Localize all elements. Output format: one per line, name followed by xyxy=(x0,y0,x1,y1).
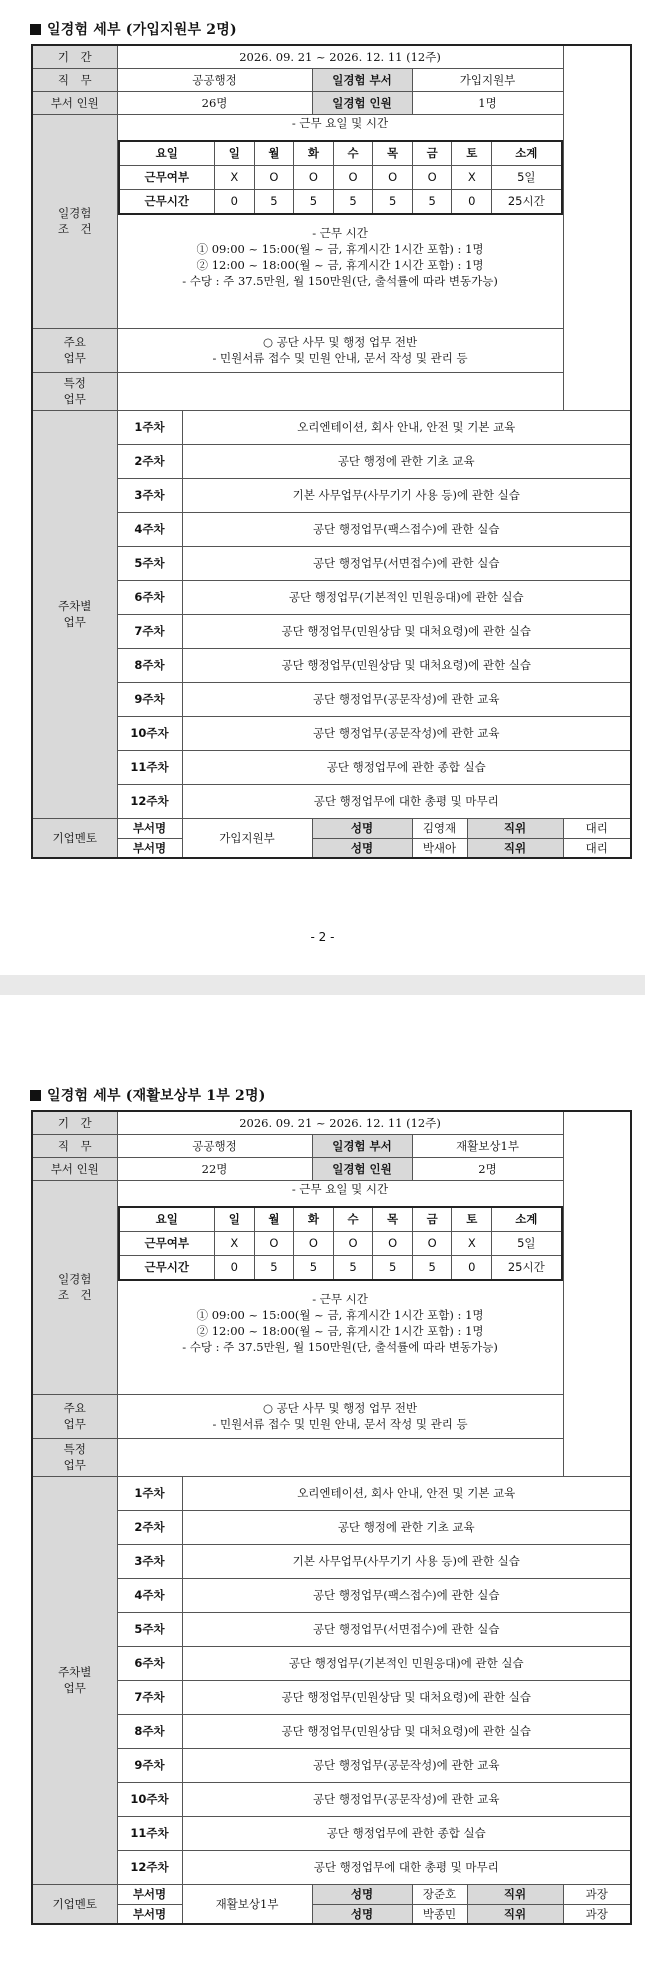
dept-label: 일경험 부서 xyxy=(312,68,412,91)
table-row xyxy=(32,1782,631,1816)
page-number: - 2 - xyxy=(310,930,335,944)
week-label: 9주차 xyxy=(117,1748,182,1782)
week-task: 오리엔테이션, 회사 안내, 안전 및 기본 교육 xyxy=(182,410,631,444)
section-title: 일경험 세부 (가입지원부 2명) xyxy=(30,19,237,39)
schedule-cell: 0 xyxy=(215,189,255,214)
week-task: 공단 행정업무(민원상담 및 대처요령)에 관한 실습 xyxy=(182,648,631,682)
conditions-row xyxy=(32,114,631,328)
schedule-cell: X xyxy=(452,165,492,189)
special-duty-content xyxy=(117,1438,563,1476)
schedule-cell: 5 xyxy=(294,1255,334,1280)
schedule-cell: X xyxy=(215,165,255,189)
special-duty-label: 특정 업무 xyxy=(32,372,117,410)
condition-line: ① 09:00 ~ 15:00(월 ~ 금, 휴게시간 1시간 포함) : 1명 xyxy=(196,241,484,256)
week-task: 오리엔테이션, 회사 안내, 안전 및 기본 교육 xyxy=(182,1476,631,1510)
mentor-row xyxy=(32,818,631,838)
staff-row xyxy=(32,1157,631,1180)
condition-line: ② 12:00 ~ 18:00(월 ~ 금, 휴게시간 1시간 포함) : 1명 xyxy=(196,257,484,272)
weekly-label: 주차별 업무 xyxy=(32,410,117,818)
schedule-cell: O xyxy=(294,1231,334,1255)
table-row xyxy=(32,1578,631,1612)
mentor-dept-label: 부서명 xyxy=(117,838,182,858)
schedule-cell: 5 xyxy=(373,1255,413,1280)
table-row xyxy=(32,512,631,546)
dept-value: 재활보상1부 xyxy=(412,1134,563,1157)
schedule-table xyxy=(118,140,563,215)
job-value: 공공행정 xyxy=(117,1134,312,1157)
schedule-cell: 5 xyxy=(254,189,294,214)
week-label: 7주차 xyxy=(117,614,182,648)
table-row xyxy=(32,1544,631,1578)
schedule-header: 금 xyxy=(412,141,452,166)
period-value: 2026. 09. 21 ~ 2026. 12. 11 (12주) xyxy=(117,1111,563,1134)
table-row xyxy=(32,784,631,818)
conditions-content xyxy=(117,1180,563,1394)
dept-staff-label: 부서 인원 xyxy=(32,1157,117,1180)
dept-staff-label: 부서 인원 xyxy=(32,91,117,114)
table-row xyxy=(32,478,631,512)
conditions-head: - 근무 요일 및 시간 xyxy=(291,1181,389,1196)
schedule-cell: 5 xyxy=(294,189,334,214)
mentor-label: 기업멘토 xyxy=(32,818,117,858)
table-row xyxy=(32,648,631,682)
conditions-content xyxy=(117,114,563,328)
special-duty-row xyxy=(32,372,631,410)
duty-line: ○ 공단 사무 및 행정 업무 전반 xyxy=(262,335,418,349)
table-row xyxy=(32,410,631,444)
mentor-position-label: 직위 xyxy=(467,838,563,858)
week-task: 공단 행정업무(민원상담 및 대처요령)에 관한 실습 xyxy=(182,1680,631,1714)
schedule-cell: 5 xyxy=(412,1255,452,1280)
mentor-name-label: 성명 xyxy=(312,1904,412,1924)
job-label: 직 무 xyxy=(32,68,117,91)
period-value: 2026. 09. 21 ~ 2026. 12. 11 (12주) xyxy=(117,45,563,68)
condition-line: ② 12:00 ~ 18:00(월 ~ 금, 휴게시간 1시간 포함) : 1명 xyxy=(196,1323,484,1338)
black-square-icon xyxy=(30,24,41,35)
week-task: 공단 행정업무(공문작성)에 관한 교육 xyxy=(182,1748,631,1782)
mentor-label: 기업멘토 xyxy=(32,1884,117,1924)
dept-value: 가입지원부 xyxy=(412,68,563,91)
mentor-name: 김영재 xyxy=(412,818,467,838)
mentor-position: 과장 xyxy=(563,1884,631,1904)
schedule-cell: 5 xyxy=(333,189,373,214)
week-task: 공단 행정에 관한 기초 교육 xyxy=(182,1510,631,1544)
table-row xyxy=(32,546,631,580)
intern-count-label: 일경험 인원 xyxy=(312,91,412,114)
week-label: 12주차 xyxy=(117,784,182,818)
schedule-header: 일 xyxy=(215,1207,255,1232)
schedule-cell: 5 xyxy=(333,1255,373,1280)
table-row xyxy=(32,1612,631,1646)
conditions-label: 일경험 조 건 xyxy=(32,114,117,328)
week-label: 6주차 xyxy=(117,1646,182,1680)
week-label: 7주차 xyxy=(117,1680,182,1714)
week-label: 10주자 xyxy=(117,716,182,750)
condition-line: ① 09:00 ~ 15:00(월 ~ 금, 휴게시간 1시간 포함) : 1명 xyxy=(196,1307,484,1322)
mentor-name-label: 성명 xyxy=(312,838,412,858)
schedule-header: 토 xyxy=(452,1207,492,1232)
dept-staff-value: 22명 xyxy=(117,1157,312,1180)
period-row xyxy=(32,45,631,68)
condition-line: - 수당 : 주 37.5만원, 월 150만원(단, 출석률에 따라 변동가능) xyxy=(182,1339,498,1354)
week-label: 5주차 xyxy=(117,1612,182,1646)
week-task: 공단 행정업무(서면접수)에 관한 실습 xyxy=(182,1612,631,1646)
mentor-position-label: 직위 xyxy=(467,1884,563,1904)
conditions-label: 일경험 조 건 xyxy=(32,1180,117,1394)
week-task: 공단 행정업무(서면접수)에 관한 실습 xyxy=(182,546,631,580)
table-row xyxy=(32,1680,631,1714)
schedule-cell: 25시간 xyxy=(492,1255,562,1280)
schedule-header: 소계 xyxy=(492,141,562,166)
week-task: 공단 행정업무(기본적인 민원응대)에 관한 실습 xyxy=(182,580,631,614)
schedule-cell: O xyxy=(333,165,373,189)
schedule-cell: 근무시간 xyxy=(119,1255,215,1280)
table-row xyxy=(32,1850,631,1884)
week-task: 공단 행정업무에 관한 종합 실습 xyxy=(182,750,631,784)
week-label: 11주차 xyxy=(117,750,182,784)
mentor-name: 장준호 xyxy=(412,1884,467,1904)
week-task: 공단 행정업무(공문작성)에 관한 교육 xyxy=(182,682,631,716)
schedule-header: 화 xyxy=(294,1207,334,1232)
table-row xyxy=(32,1714,631,1748)
job-label: 직 무 xyxy=(32,1134,117,1157)
schedule-cell: O xyxy=(412,165,452,189)
week-task: 공단 행정업무에 대한 총평 및 마무리 xyxy=(182,1850,631,1884)
mentor-name-label: 성명 xyxy=(312,1884,412,1904)
table-row xyxy=(32,580,631,614)
week-task: 공단 행정업무(팩스접수)에 관한 실습 xyxy=(182,1578,631,1612)
table-row xyxy=(32,716,631,750)
schedule-header: 일 xyxy=(215,141,255,166)
week-label: 2주차 xyxy=(117,1510,182,1544)
section-title: 일경험 세부 (재활보상부 1부 2명) xyxy=(30,1085,266,1105)
week-task: 공단 행정업무에 대한 총평 및 마무리 xyxy=(182,784,631,818)
special-duty-label: 특정 업무 xyxy=(32,1438,117,1476)
schedule-header: 수 xyxy=(333,141,373,166)
schedule-cell: O xyxy=(254,1231,294,1255)
table-row xyxy=(32,1816,631,1850)
condition-line: - 근무 시간 xyxy=(312,1291,368,1306)
main-duty-row xyxy=(32,1394,631,1438)
schedule-header: 목 xyxy=(373,1207,413,1232)
mentor-name: 박새아 xyxy=(412,838,467,858)
week-task: 기본 사무업무(사무기기 사용 등)에 관한 실습 xyxy=(182,478,631,512)
mentor-dept-label: 부서명 xyxy=(117,1904,182,1924)
main-duty-content xyxy=(117,1394,563,1438)
table-row xyxy=(32,614,631,648)
mentor-position: 대리 xyxy=(563,838,631,858)
week-label: 4주차 xyxy=(117,1578,182,1612)
schedule-header: 화 xyxy=(294,141,334,166)
mentor-row xyxy=(32,1884,631,1904)
week-label: 12주차 xyxy=(117,1850,182,1884)
mentor-position: 대리 xyxy=(563,818,631,838)
schedule-cell: 5 xyxy=(412,189,452,214)
mentor-name-label: 성명 xyxy=(312,818,412,838)
schedule-cell: 25시간 xyxy=(492,189,562,214)
job-value: 공공행정 xyxy=(117,68,312,91)
intern-count-value: 2명 xyxy=(412,1157,563,1180)
schedule-cell: O xyxy=(294,165,334,189)
special-duty-content xyxy=(117,372,563,410)
period-label: 기 간 xyxy=(32,45,117,68)
week-label: 8주차 xyxy=(117,1714,182,1748)
mentor-dept-value: 재활보상1부 xyxy=(182,1884,312,1924)
mentor-position: 과장 xyxy=(563,1904,631,1924)
schedule-cell: 5일 xyxy=(492,165,562,189)
schedule-header: 소계 xyxy=(492,1207,562,1232)
black-square-icon xyxy=(30,1090,41,1101)
week-task: 공단 행정업무(공문작성)에 관한 교육 xyxy=(182,716,631,750)
mentor-dept-label: 부서명 xyxy=(117,1884,182,1904)
period-row xyxy=(32,1111,631,1134)
schedule-cell: O xyxy=(412,1231,452,1255)
schedule-cell: 0 xyxy=(215,1255,255,1280)
week-label: 3주차 xyxy=(117,1544,182,1578)
schedule-cell: X xyxy=(452,1231,492,1255)
job-row xyxy=(32,68,631,91)
schedule-cell: 0 xyxy=(452,1255,492,1280)
mentor-position-label: 직위 xyxy=(467,1904,563,1924)
schedule-cell: 0 xyxy=(452,189,492,214)
week-label: 1주차 xyxy=(117,410,182,444)
schedule-header: 금 xyxy=(412,1207,452,1232)
conditions-row xyxy=(32,1180,631,1394)
mentor-position-label: 직위 xyxy=(467,818,563,838)
week-task: 공단 행정업무(민원상담 및 대처요령)에 관한 실습 xyxy=(182,1714,631,1748)
staff-row xyxy=(32,91,631,114)
dept-label: 일경험 부서 xyxy=(312,1134,412,1157)
intern-count-value: 1명 xyxy=(412,91,563,114)
week-task: 공단 행정업무(팩스접수)에 관한 실습 xyxy=(182,512,631,546)
week-label: 3주차 xyxy=(117,478,182,512)
schedule-header: 요일 xyxy=(119,141,215,166)
conditions-head: - 근무 요일 및 시간 xyxy=(291,115,389,130)
week-label: 4주차 xyxy=(117,512,182,546)
schedule-header-row xyxy=(119,141,562,166)
schedule-cell: 5 xyxy=(254,1255,294,1280)
week-task: 공단 행정업무(민원상담 및 대처요령)에 관한 실습 xyxy=(182,614,631,648)
mentor-dept-value: 가입지원부 xyxy=(182,818,312,858)
mentor-dept-label: 부서명 xyxy=(117,818,182,838)
page-gap xyxy=(0,975,645,995)
condition-line: - 수당 : 주 37.5만원, 월 150만원(단, 출석률에 따라 변동가능) xyxy=(182,273,498,288)
duty-line: - 민원서류 접수 및 민원 안내, 문서 작성 및 관리 등 xyxy=(212,1417,468,1431)
schedule-header: 토 xyxy=(452,141,492,166)
dept-staff-value: 26명 xyxy=(117,91,312,114)
week-label: 8주차 xyxy=(117,648,182,682)
job-row xyxy=(32,1134,631,1157)
main-duty-label: 주요 업무 xyxy=(32,328,117,372)
week-label: 9주차 xyxy=(117,682,182,716)
schedule-cell: O xyxy=(333,1231,373,1255)
mentor-row xyxy=(32,838,631,858)
table-row xyxy=(32,682,631,716)
table-row xyxy=(32,1646,631,1680)
mentor-row xyxy=(32,1904,631,1924)
condition-line: - 근무 시간 xyxy=(312,225,368,240)
schedule-row xyxy=(119,189,562,214)
week-label: 5주차 xyxy=(117,546,182,580)
week-label: 2주차 xyxy=(117,444,182,478)
schedule-cell: 근무여부 xyxy=(119,1231,215,1255)
table-row xyxy=(32,1476,631,1510)
schedule-cell: 근무시간 xyxy=(119,189,215,214)
table-row xyxy=(32,444,631,478)
schedule-header: 목 xyxy=(373,141,413,166)
schedule-header: 요일 xyxy=(119,1207,215,1232)
schedule-header: 월 xyxy=(254,1207,294,1232)
week-task: 공단 행정업무(기본적인 민원응대)에 관한 실습 xyxy=(182,1646,631,1680)
week-task: 공단 행정에 관한 기초 교육 xyxy=(182,444,631,478)
week-label: 11주차 xyxy=(117,1816,182,1850)
week-label: 10주차 xyxy=(117,1782,182,1816)
week-task: 공단 행정업무에 관한 종합 실습 xyxy=(182,1816,631,1850)
main-duty-row xyxy=(32,328,631,372)
week-task: 기본 사무업무(사무기기 사용 등)에 관한 실습 xyxy=(182,1544,631,1578)
main-duty-label: 주요 업무 xyxy=(32,1394,117,1438)
special-duty-row xyxy=(32,1438,631,1476)
schedule-header-row xyxy=(119,1207,562,1232)
schedule-cell: 5일 xyxy=(492,1231,562,1255)
week-label: 1주차 xyxy=(117,1476,182,1510)
week-task: 공단 행정업무(공문작성)에 관한 교육 xyxy=(182,1782,631,1816)
schedule-row xyxy=(119,1231,562,1255)
detail-table xyxy=(31,1110,632,1925)
schedule-cell: 근무여부 xyxy=(119,165,215,189)
schedule-cell: O xyxy=(254,165,294,189)
table-row xyxy=(32,1510,631,1544)
schedule-cell: 5 xyxy=(373,189,413,214)
table-row xyxy=(32,1748,631,1782)
schedule-header: 수 xyxy=(333,1207,373,1232)
week-label: 6주차 xyxy=(117,580,182,614)
intern-count-label: 일경험 인원 xyxy=(312,1157,412,1180)
main-duty-content xyxy=(117,328,563,372)
schedule-header: 월 xyxy=(254,141,294,166)
weekly-label: 주차별 업무 xyxy=(32,1476,117,1884)
period-label: 기 간 xyxy=(32,1111,117,1134)
schedule-row xyxy=(119,165,562,189)
schedule-table xyxy=(118,1206,563,1281)
table-row xyxy=(32,750,631,784)
duty-line: ○ 공단 사무 및 행정 업무 전반 xyxy=(262,1401,418,1415)
mentor-name: 박종민 xyxy=(412,1904,467,1924)
schedule-row xyxy=(119,1255,562,1280)
schedule-cell: X xyxy=(215,1231,255,1255)
schedule-cell: O xyxy=(373,1231,413,1255)
duty-line: - 민원서류 접수 및 민원 안내, 문서 작성 및 관리 등 xyxy=(212,351,468,365)
schedule-cell: O xyxy=(373,165,413,189)
detail-table xyxy=(31,44,632,859)
